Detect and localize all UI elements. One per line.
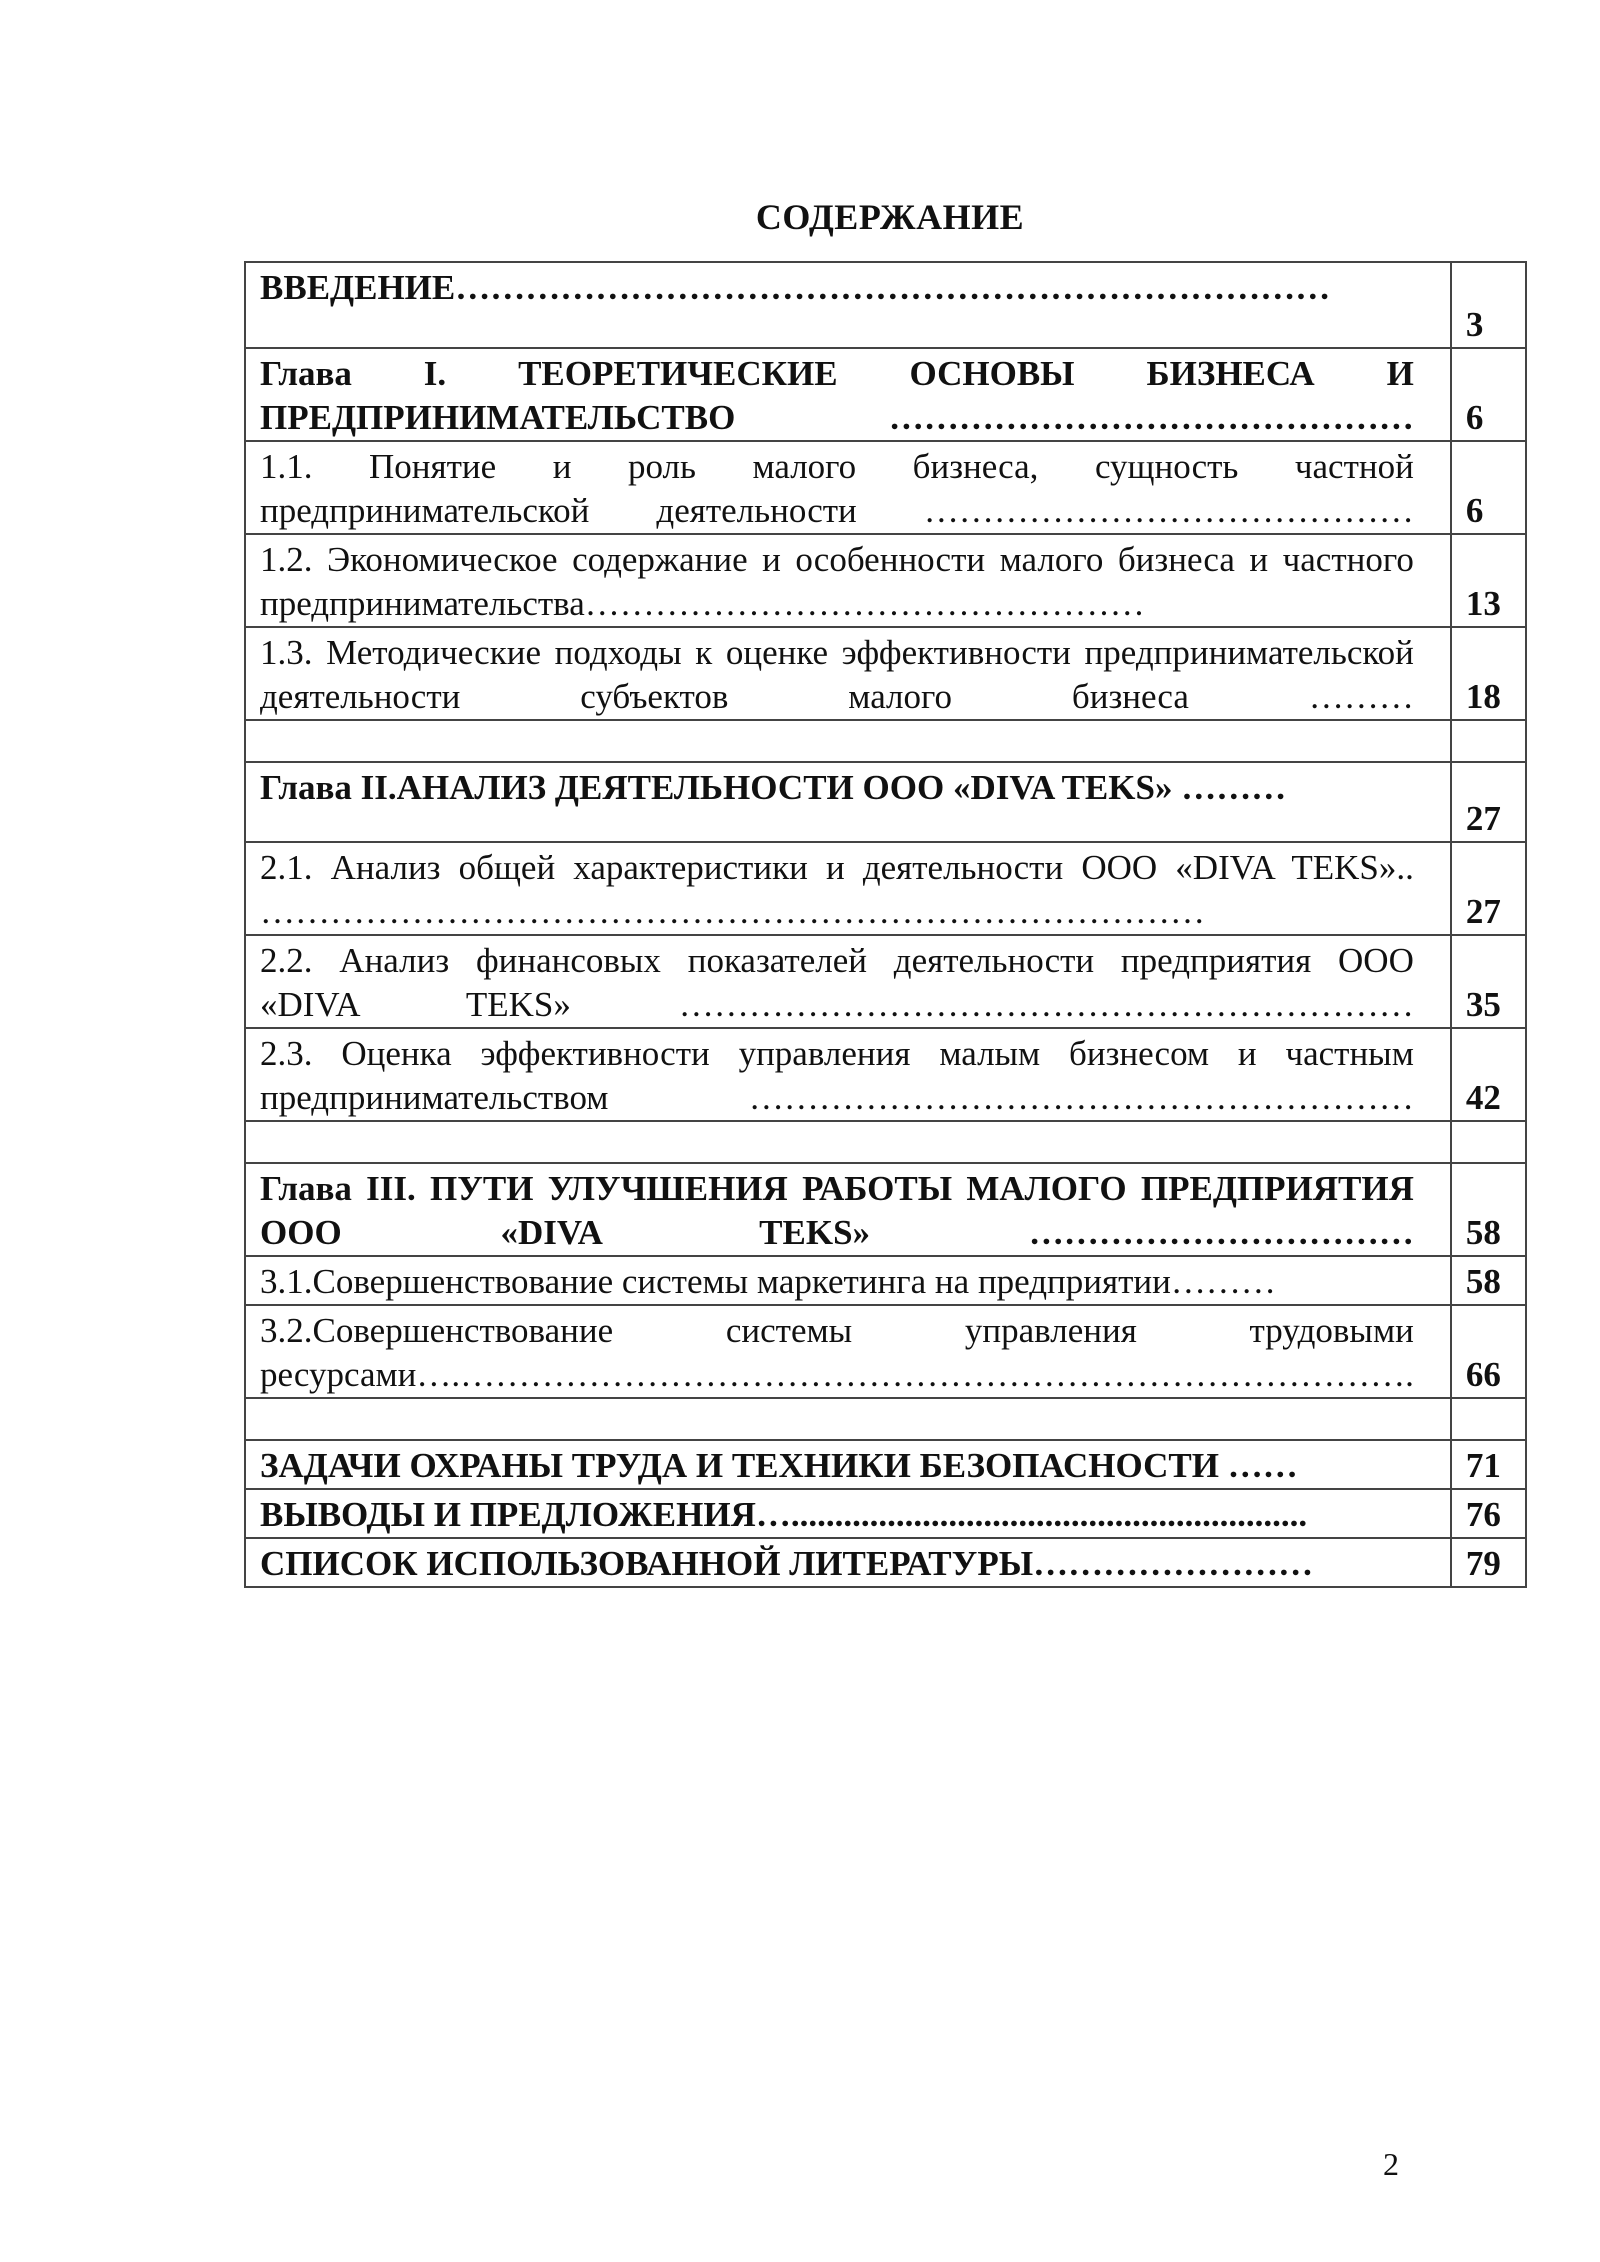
toc-entry-page: 27 bbox=[1451, 842, 1526, 935]
toc-entry-text: Глава III. ПУТИ УЛУЧШЕНИЯ РАБОТЫ МАЛОГО ПРЕДПРИЯТИЯ ООО «DIVA TEKS» …………………………… bbox=[245, 1163, 1451, 1256]
toc-entry-text: ЗАДАЧИ ОХРАНЫ ТРУДА И ТЕХНИКИ БЕЗОПАСНОСТИ …… bbox=[245, 1440, 1451, 1489]
toc-spacer-cell bbox=[1451, 1121, 1526, 1163]
toc-entry-page: 3 bbox=[1451, 262, 1526, 348]
toc-row bbox=[245, 1538, 1526, 1587]
toc-entry-text: Глава I. ТЕОРЕТИЧЕСКИЕ ОСНОВЫ БИЗНЕСА И ПРЕДПРИНИМАТЕЛЬСТВО ……………………………………… bbox=[245, 348, 1451, 441]
toc-row bbox=[245, 762, 1526, 842]
toc-entry-page: 13 bbox=[1451, 534, 1526, 627]
page-number: 2 bbox=[1383, 2146, 1399, 2182]
toc-entry-page: 35 bbox=[1451, 935, 1526, 1028]
toc-spacer-row bbox=[245, 720, 1526, 762]
toc-entry-page: 76 bbox=[1451, 1489, 1526, 1538]
toc-row bbox=[245, 1256, 1526, 1305]
toc-entry-page: 79 bbox=[1451, 1538, 1526, 1587]
toc-row bbox=[245, 262, 1526, 348]
toc-row bbox=[245, 1489, 1526, 1538]
toc-entry-text: 1.2. Экономическое содержание и особенности малого бизнеса и частного предпринимательства………………………………………… bbox=[245, 534, 1451, 627]
toc-entry-text: 2.3. Оценка эффективности управления малым бизнесом и частным предпринимательством ………………………………………………… bbox=[245, 1028, 1451, 1121]
toc-row bbox=[245, 842, 1526, 935]
toc-spacer-cell bbox=[245, 1121, 1451, 1163]
toc-entry-text: 1.3. Методические подходы к оценке эффективности предпринимательской деятельности субъектов малого бизнеса ……… bbox=[245, 627, 1451, 720]
toc-entry-text: 1.1. Понятие и роль малого бизнеса, сущность частной предпринимательской деятельности …………………………………… bbox=[245, 441, 1451, 534]
toc-row bbox=[245, 534, 1526, 627]
toc-spacer-cell bbox=[1451, 1398, 1526, 1440]
toc-spacer-cell bbox=[1451, 720, 1526, 762]
toc-entry-text: 3.2.Совершенствование системы управления трудовыми ресурсами….………………………………………………………………………. bbox=[245, 1305, 1451, 1398]
toc-entry-page: 6 bbox=[1451, 441, 1526, 534]
toc-entry-page: 66 bbox=[1451, 1305, 1526, 1398]
toc-entry-page: 58 bbox=[1451, 1256, 1526, 1305]
toc-entry-page: 71 bbox=[1451, 1440, 1526, 1489]
toc-row bbox=[245, 1305, 1526, 1398]
toc-row bbox=[245, 627, 1526, 720]
toc-row bbox=[245, 348, 1526, 441]
toc-spacer-cell bbox=[245, 720, 1451, 762]
toc-entry-page: 18 bbox=[1451, 627, 1526, 720]
toc-entry-page: 42 bbox=[1451, 1028, 1526, 1121]
toc-entry-text: СПИСОК ИСПОЛЬЗОВАННОЙ ЛИТЕРАТУРЫ…………………… bbox=[245, 1538, 1451, 1587]
toc-spacer-cell bbox=[245, 1398, 1451, 1440]
toc-row bbox=[245, 1028, 1526, 1121]
toc-entry-page: 27 bbox=[1451, 762, 1526, 842]
page-title: СОДЕРЖАНИЕ bbox=[755, 197, 1025, 237]
toc-entry-text: 3.1.Совершенствование системы маркетинга на предприятии……… bbox=[245, 1256, 1451, 1305]
toc-entry-page: 6 bbox=[1451, 348, 1526, 441]
toc-row bbox=[245, 1440, 1526, 1489]
toc-row bbox=[245, 441, 1526, 534]
toc-spacer-row bbox=[245, 1398, 1526, 1440]
toc-entry-text: 2.1. Анализ общей характеристики и деятельности ООО «DIVA TEKS».. ……………………………………………………………………… bbox=[245, 842, 1451, 935]
toc-table bbox=[244, 261, 1527, 1588]
toc-entry-text: 2.2. Анализ финансовых показателей деятельности предприятия ООО «DIVA TEKS» ……………………………………………………… bbox=[245, 935, 1451, 1028]
toc-entry-text: ВВЕДЕНИЕ………………………………………………………………… bbox=[245, 262, 1451, 348]
toc-row bbox=[245, 1163, 1526, 1256]
toc-spacer-row bbox=[245, 1121, 1526, 1163]
toc-entry-text: Глава II.АНАЛИЗ ДЕЯТЕЛЬНОСТИ ООО «DIVA TEKS» ……… bbox=[245, 762, 1451, 842]
toc-entry-page: 58 bbox=[1451, 1163, 1526, 1256]
toc-entry-text: ВЫВОДЫ И ПРЕДЛОЖЕНИЯ…........................................................... bbox=[245, 1489, 1451, 1538]
toc-row bbox=[245, 935, 1526, 1028]
